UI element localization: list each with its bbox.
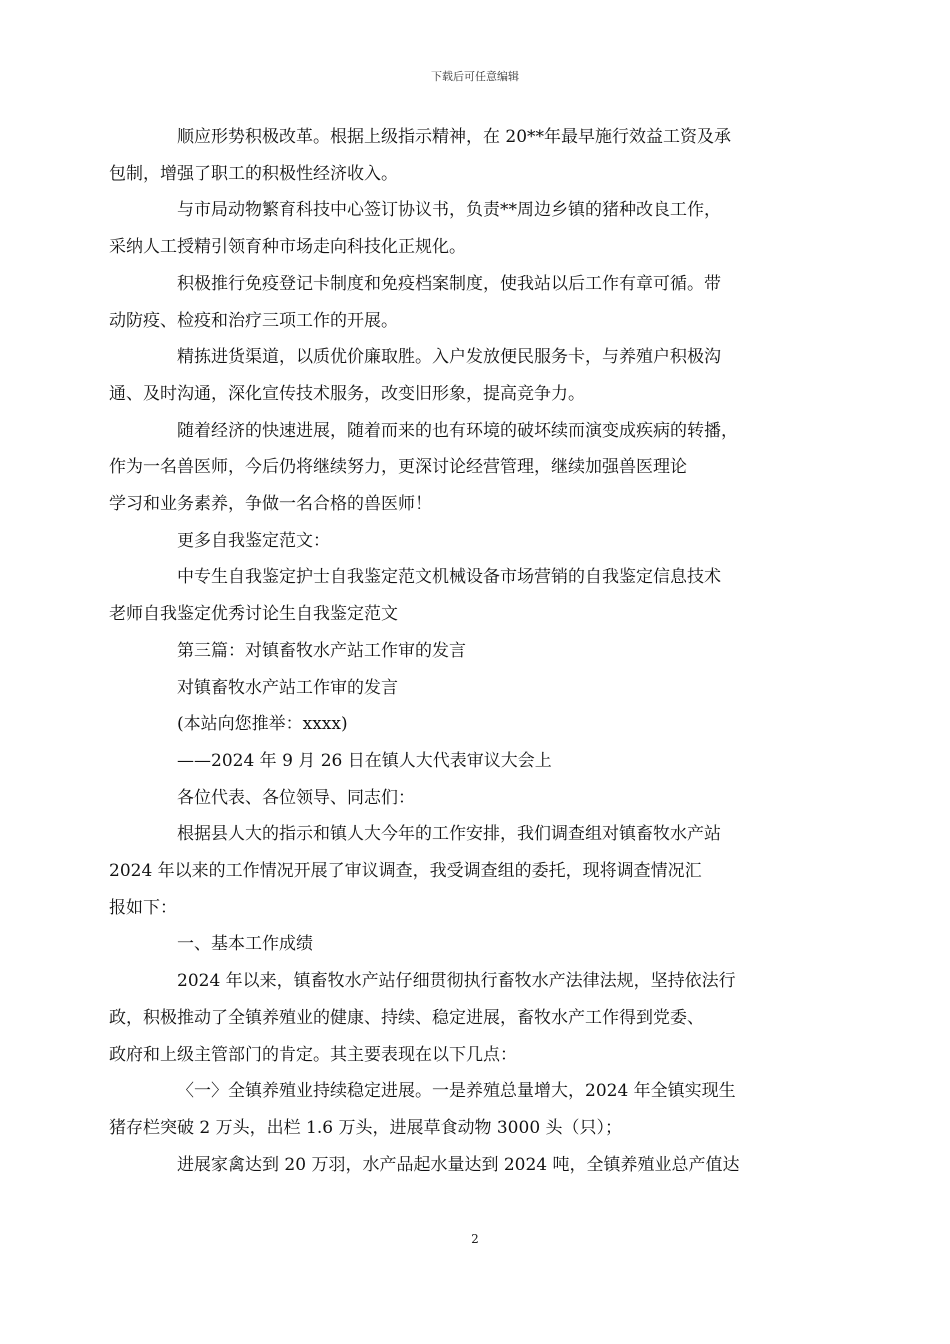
paragraph [109, 963, 811, 1073]
text-line: ——2024 年 9 月 26 日在镇人大代表审议大会上 [177, 750, 552, 771]
paragraph [109, 192, 811, 265]
text-line: 各位代表、各位领导、同志们： [177, 787, 415, 808]
paragraph [109, 1073, 811, 1146]
text-line: (本站向您推举：xxxx) [177, 714, 348, 735]
paragraph [109, 559, 811, 632]
text-line: 第三篇：对镇畜牧水产站工作审的发言 [177, 640, 466, 661]
text-line: 与市局动物繁育科技中心签订协议书，负责**周边乡镇的猪种改良工作， [177, 200, 721, 221]
text-line: 老师自我鉴定优秀讨论生自我鉴定范文 [109, 604, 398, 625]
text-line: 采纳人工授精引领育种市场走向科技化正规化。 [109, 237, 466, 258]
paragraph [109, 339, 811, 412]
text-line: 随着经济的快速进展，随着而来的也有环境的破坏续而演变成疾病的转播， [177, 420, 738, 441]
paragraph [143, 523, 811, 560]
text-line: 动防疫、检疫和治疗三项工作的开展。 [109, 310, 398, 331]
paragraph [143, 633, 811, 670]
text-line: 对镇畜牧水产站工作审的发言 [177, 677, 398, 698]
document-body [109, 119, 811, 1183]
text-line: 作为一名兽医师，今后仍将继续努力，更深讨论经营管理，继续加强兽医理论 [109, 457, 687, 478]
text-line: 根据县人大的指示和镇人大今年的工作安排，我们调查组对镇畜牧水产站 [177, 824, 721, 845]
text-line: 进展家禽达到 20 万羽，水产品起水量达到 2024 吨，全镇养殖业总产值达 [177, 1154, 740, 1175]
paragraph [109, 816, 811, 926]
text-line: 〈一〉全镇养殖业持续稳定进展。一是养殖总量增大，2024 年全镇实现生 [177, 1081, 736, 1102]
text-line: 包制，增强了职工的积极性经济收入。 [109, 163, 398, 184]
text-line: 精拣进货渠道，以质优价廉取胜。入户发放便民服务卡，与养殖户积极沟 [177, 347, 721, 368]
paragraph [109, 266, 811, 339]
paragraph [143, 706, 811, 743]
paragraph [143, 780, 811, 817]
page-number: 2 [471, 1232, 479, 1246]
text-line: 政府和上级主管部门的肯定。其主要表现在以下几点： [109, 1044, 517, 1065]
paragraph [143, 1147, 811, 1184]
text-line: 顺应形势积极改革。根据上级指示精神，在 20**年最早施行效益工资及承 [177, 127, 732, 147]
paragraph [109, 413, 811, 523]
page-header: 下载后可任意编辑 [431, 70, 519, 83]
paragraph [143, 743, 811, 780]
text-line: 学习和业务素养，争做一名合格的兽医师！ [109, 494, 432, 515]
text-line: 报如下： [109, 897, 177, 918]
text-line: 中专生自我鉴定护士自我鉴定范文机械设备市场营销的自我鉴定信息技术 [177, 567, 721, 588]
paragraph [143, 670, 811, 707]
paragraph [143, 926, 811, 963]
text-line: 猪存栏突破 2 万头，出栏 1.6 万头，进展草食动物 3000 头（只）； [109, 1117, 623, 1138]
text-line: 积极推行免疫登记卡制度和免疫档案制度，使我站以后工作有章可循。带 [177, 273, 721, 294]
text-line: 一、基本工作成绩 [177, 934, 313, 955]
text-line: 政，积极推动了全镇养殖业的健康、持续、稳定进展，畜牧水产工作得到党委、 [109, 1007, 704, 1028]
text-line: 更多自我鉴定范文： [177, 530, 330, 551]
paragraph [109, 119, 811, 192]
text-line: 通、及时沟通，深化宣传技术服务，改变旧形象，提高竞争力。 [109, 383, 585, 404]
text-line: 2024 年以来的工作情况开展了审议调查，我受调查组的委托，现将调查情况汇 [109, 861, 702, 882]
text-line: 2024 年以来，镇畜牧水产站仔细贯彻执行畜牧水产法律法规，坚持依法行 [177, 971, 736, 992]
